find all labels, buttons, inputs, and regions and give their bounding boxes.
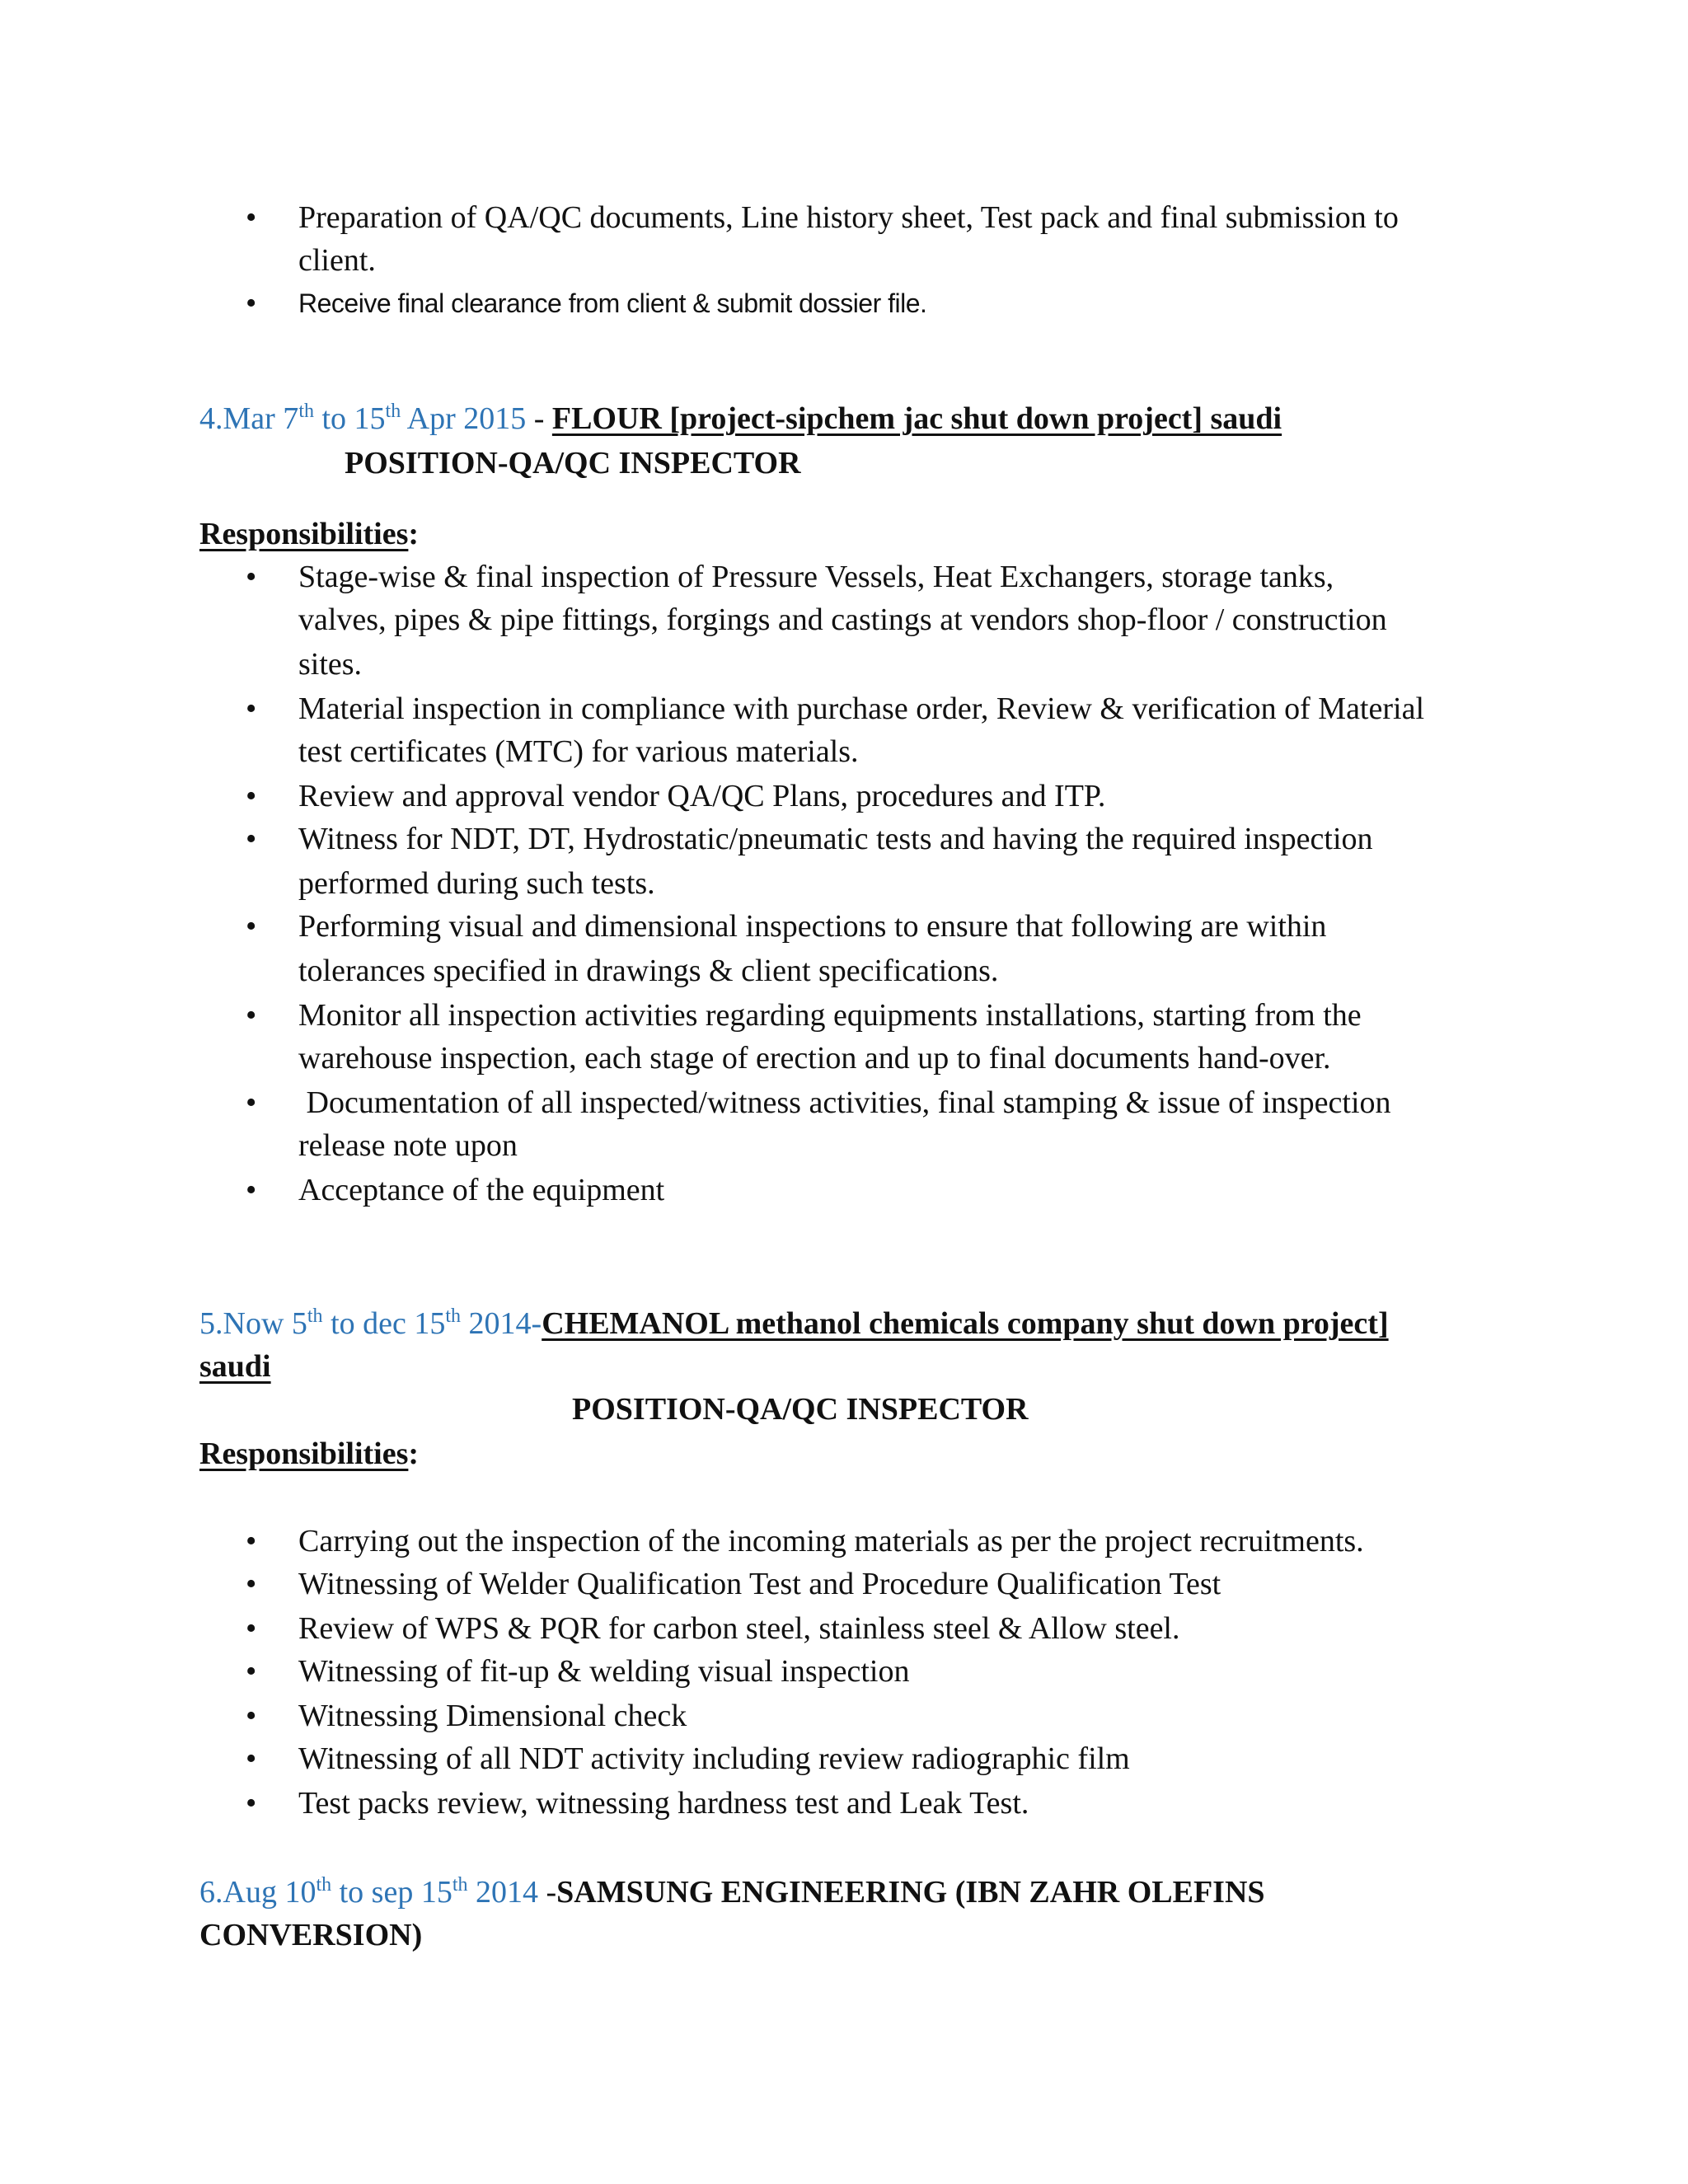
s4-bullet-6-line-1: Monitor all inspection activities regarding equipments installations, starting from the xyxy=(298,998,1362,1033)
s4-bullet-8: Acceptance of the equipment xyxy=(298,1173,665,1207)
bullet-dot: • xyxy=(246,909,257,944)
bullet-dot: • xyxy=(246,1741,257,1776)
bullet-dot: • xyxy=(246,1524,257,1558)
bullet-dot: • xyxy=(246,779,257,813)
section-4-position: POSITION-QA/QC INSPECTOR xyxy=(345,446,801,480)
section-6-company-line-2: CONVERSION) xyxy=(199,1918,423,1952)
bullet-dot: • xyxy=(246,998,257,1033)
section-5-heading xyxy=(199,1302,1389,1345)
section-4-dash: - xyxy=(526,401,552,436)
section-5-date: 5.Now 5th to dec 15th 2014- xyxy=(199,1305,542,1341)
section-6-dash: - xyxy=(538,1875,557,1910)
bullet-dot: • xyxy=(246,1173,257,1207)
bullet-dot: • xyxy=(246,1699,257,1733)
bullet-dot: • xyxy=(246,1085,257,1120)
section-5-position: POSITION-QA/QC INSPECTOR xyxy=(572,1392,1029,1427)
section-4-responsibilities-label: Responsibilities: xyxy=(199,517,420,551)
s5-bullet-3: Review of WPS & PQR for carbon steel, stainless steel & Allow steel. xyxy=(298,1611,1180,1646)
bullet-dot: • xyxy=(246,286,257,321)
s4-bullet-1-line-3: sites. xyxy=(298,647,363,682)
top-bullet-2: Receive final clearance from client & submit dossier file. xyxy=(298,288,927,318)
s4-bullet-4-line-2: performed during such tests. xyxy=(298,866,655,901)
bullet-dot: • xyxy=(246,822,257,856)
section-4-company: FLOUR [project-sipchem jac shut down project] saudi xyxy=(551,401,1282,436)
section-4-heading xyxy=(199,397,1282,440)
s4-bullet-2-line-2: test certificates (MTC) for various materials. xyxy=(298,734,859,769)
s4-bullet-2-line-1: Material inspection in compliance with purchase order, Review & verification of Material xyxy=(298,691,1424,726)
s4-bullet-3: Review and approval vendor QA/QC Plans, procedures and ITP. xyxy=(298,779,1106,813)
s5-bullet-6: Witnessing of all NDT activity including review radiographic film xyxy=(298,1741,1130,1776)
s5-bullet-7: Test packs review, witnessing hardness test and Leak Test. xyxy=(298,1786,1029,1821)
s4-bullet-7-line-2: release note upon xyxy=(298,1128,518,1163)
s4-bullet-4-line-1: Witness for NDT, DT, Hydrostatic/pneumatic tests and having the required inspection xyxy=(298,822,1373,856)
section-5-responsibilities-label: Responsibilities: xyxy=(199,1436,420,1471)
s5-bullet-2: Witnessing of Welder Qualification Test and Procedure Qualification Test xyxy=(298,1567,1221,1601)
bullet-dot: • xyxy=(246,691,257,726)
bullet-dot: • xyxy=(246,1611,257,1646)
bullet-dot: • xyxy=(246,1786,257,1821)
s4-bullet-7-line-1: Documentation of all inspected/witness activities, final stamping & issue of inspection xyxy=(298,1085,1391,1120)
s4-bullet-1-line-2: valves, pipes & pipe fittings, forgings and castings at vendors shop-floor / construction xyxy=(298,602,1387,637)
bullet-dot: • xyxy=(246,200,257,235)
section-4-date: 4.Mar 7th to 15th Apr 2015 xyxy=(199,401,527,436)
bullet-dot: • xyxy=(246,1567,257,1601)
top-bullet-1-line-2: client. xyxy=(298,243,376,278)
section-6-date: 6.Aug 10th to sep 15th 2014 xyxy=(199,1874,539,1910)
top-bullet-1-line-1: Preparation of QA/QC documents, Line history sheet, Test pack and final submission to xyxy=(298,200,1399,235)
s4-bullet-5-line-1: Performing visual and dimensional inspections to ensure that following are within xyxy=(298,909,1327,944)
section-5-company-line-2: saudi xyxy=(199,1349,271,1384)
s5-bullet-5: Witnessing Dimensional check xyxy=(298,1699,687,1733)
bullet-dot: • xyxy=(246,1654,257,1689)
section-6-heading xyxy=(199,1871,1265,1914)
s4-bullet-6-line-2: warehouse inspection, each stage of erection and up to final documents hand-over. xyxy=(298,1041,1331,1076)
s4-bullet-1-line-1: Stage-wise & final inspection of Pressure Vessels, Heat Exchangers, storage tanks, xyxy=(298,560,1334,594)
section-5-company-line-1: CHEMANOL methanol chemicals company shut down project] xyxy=(542,1306,1389,1341)
s5-bullet-4: Witnessing of fit-up & welding visual inspection xyxy=(298,1654,910,1689)
s5-bullet-1: Carrying out the inspection of the incoming materials as per the project recruitments. xyxy=(298,1524,1364,1558)
section-6-company-line-1: SAMSUNG ENGINEERING (IBN ZAHR OLEFINS xyxy=(556,1875,1265,1910)
bullet-dot: • xyxy=(246,560,257,594)
s4-bullet-5-line-2: tolerances specified in drawings & client specifications. xyxy=(298,954,999,988)
